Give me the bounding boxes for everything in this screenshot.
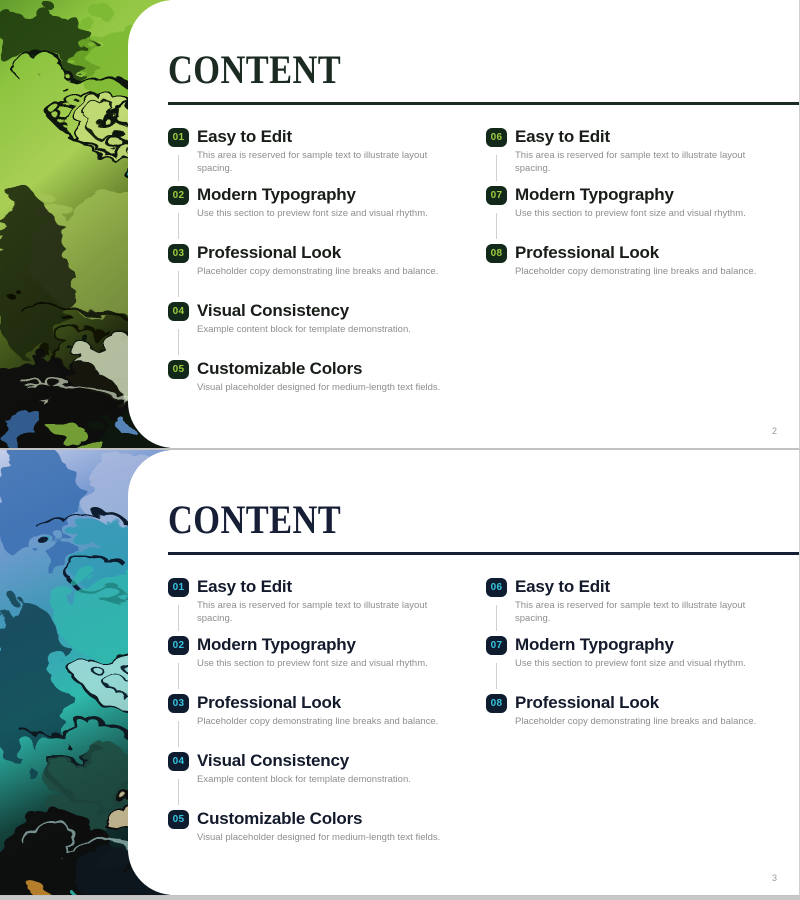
item-description: Visual placeholder designed for medium-length text fields.: [197, 831, 441, 843]
item-description: Visual placeholder designed for medium-length text fields.: [197, 381, 441, 393]
item-description: This area is reserved for sample text to illustrate layout spacing.: [515, 599, 746, 624]
item-connector-line: [178, 663, 179, 689]
page-title: CONTENT: [168, 47, 342, 92]
item-number-badge: 06: [486, 128, 507, 147]
item-connector-line: [178, 329, 179, 355]
item-number-badge: 05: [168, 360, 189, 379]
content-panel: [128, 0, 799, 448]
item-text-block: [197, 360, 440, 395]
item-number-badge: 06: [486, 578, 507, 597]
item-heading: Professional Look: [515, 693, 659, 712]
item-description: Placeholder copy demonstrating line breaks and balance.: [197, 265, 439, 277]
item-description: Use this section to preview font size and visual rhythm.: [197, 657, 428, 669]
toc-column-right: [486, 128, 786, 418]
item-heading: Modern Typography: [197, 635, 356, 654]
item-number-badge: 01: [168, 578, 189, 597]
item-description: Use this section to preview font size and visual rhythm.: [515, 657, 746, 669]
item-heading: Professional Look: [197, 693, 341, 712]
toc-column-left: [168, 578, 486, 868]
toc-item: [486, 128, 786, 186]
item-description: Example content block for template demonstration.: [197, 323, 411, 335]
toc-column-right: [486, 578, 786, 868]
toc-item: [486, 578, 786, 636]
item-text-block: [197, 302, 411, 337]
item-heading: Visual Consistency: [197, 751, 349, 770]
item-heading: Professional Look: [197, 243, 341, 262]
item-number-badge: 03: [168, 244, 189, 263]
item-number-badge: 08: [486, 244, 507, 263]
item-text-block: [197, 752, 411, 787]
toc-item: [486, 244, 786, 302]
item-connector-line: [178, 721, 179, 747]
item-description: Example content block for template demonstration.: [197, 773, 411, 785]
toc-item: [168, 244, 486, 302]
toc-item: [486, 636, 786, 694]
item-text-block: [197, 186, 428, 221]
item-number-badge: 07: [486, 186, 507, 205]
page-number: 2: [771, 426, 777, 436]
slide-page-3: [0, 450, 800, 896]
item-description: Placeholder copy demonstrating line breaks and balance.: [197, 715, 439, 727]
content-panel: [128, 450, 799, 895]
page-number: 3: [771, 873, 777, 883]
item-description: This area is reserved for sample text to illustrate layout spacing.: [515, 149, 746, 174]
item-connector-line: [178, 779, 179, 805]
item-heading: Easy to Edit: [515, 577, 610, 596]
item-heading: Modern Typography: [197, 185, 356, 204]
item-text-block: [197, 636, 428, 671]
item-text-block: [515, 694, 756, 729]
toc-item: [168, 360, 486, 418]
toc-item: [168, 694, 486, 752]
item-heading: Modern Typography: [515, 635, 674, 654]
item-text-block: [197, 128, 465, 175]
item-heading: Easy to Edit: [515, 127, 610, 146]
item-number-badge: 08: [486, 694, 507, 713]
item-number-badge: 01: [168, 128, 189, 147]
item-number-badge: 04: [168, 752, 189, 771]
item-text-block: [515, 186, 746, 221]
item-text-block: [515, 578, 783, 625]
item-number-badge: 05: [168, 810, 189, 829]
toc-item: [486, 694, 786, 752]
item-heading: Modern Typography: [515, 185, 674, 204]
item-number-badge: 07: [486, 636, 507, 655]
title-underline: [168, 552, 799, 555]
item-connector-line: [496, 155, 497, 181]
item-heading: Easy to Edit: [197, 127, 292, 146]
item-text-block: [515, 244, 756, 279]
item-heading: Professional Look: [515, 243, 659, 262]
item-connector-line: [178, 605, 179, 631]
item-text-block: [197, 578, 465, 625]
item-connector-line: [178, 213, 179, 239]
toc-item: [168, 302, 486, 360]
item-text-block: [197, 694, 438, 729]
item-connector-line: [496, 605, 497, 631]
toc-item: [168, 752, 486, 810]
item-description: Use this section to preview font size and visual rhythm.: [197, 207, 428, 219]
toc-columns: [168, 128, 786, 418]
item-description: This area is reserved for sample text to illustrate layout spacing.: [197, 599, 428, 624]
item-description: Use this section to preview font size and visual rhythm.: [515, 207, 746, 219]
title-underline: [168, 102, 799, 105]
item-connector-line: [496, 663, 497, 689]
item-text-block: [515, 128, 783, 175]
toc-item: [168, 578, 486, 636]
item-heading: Customizable Colors: [197, 809, 363, 828]
toc-item: [486, 186, 786, 244]
item-heading: Customizable Colors: [197, 359, 363, 378]
item-number-badge: 04: [168, 302, 189, 321]
item-connector-line: [178, 271, 179, 297]
item-text-block: [197, 244, 438, 279]
item-description: This area is reserved for sample text to illustrate layout spacing.: [197, 149, 428, 174]
toc-column-left: [168, 128, 486, 418]
item-text-block: [197, 810, 440, 845]
toc-item: [168, 636, 486, 694]
item-text-block: [515, 636, 746, 671]
item-description: Placeholder copy demonstrating line breaks and balance.: [515, 715, 757, 727]
item-number-badge: 02: [168, 636, 189, 655]
item-number-badge: 03: [168, 694, 189, 713]
item-description: Placeholder copy demonstrating line breaks and balance.: [515, 265, 757, 277]
item-heading: Visual Consistency: [197, 301, 349, 320]
toc-item: [168, 128, 486, 186]
item-number-badge: 02: [168, 186, 189, 205]
toc-columns: [168, 578, 786, 868]
item-connector-line: [178, 155, 179, 181]
item-heading: Easy to Edit: [197, 577, 292, 596]
item-connector-line: [496, 213, 497, 239]
toc-item: [168, 810, 486, 868]
page-title: CONTENT: [168, 497, 342, 542]
toc-item: [168, 186, 486, 244]
